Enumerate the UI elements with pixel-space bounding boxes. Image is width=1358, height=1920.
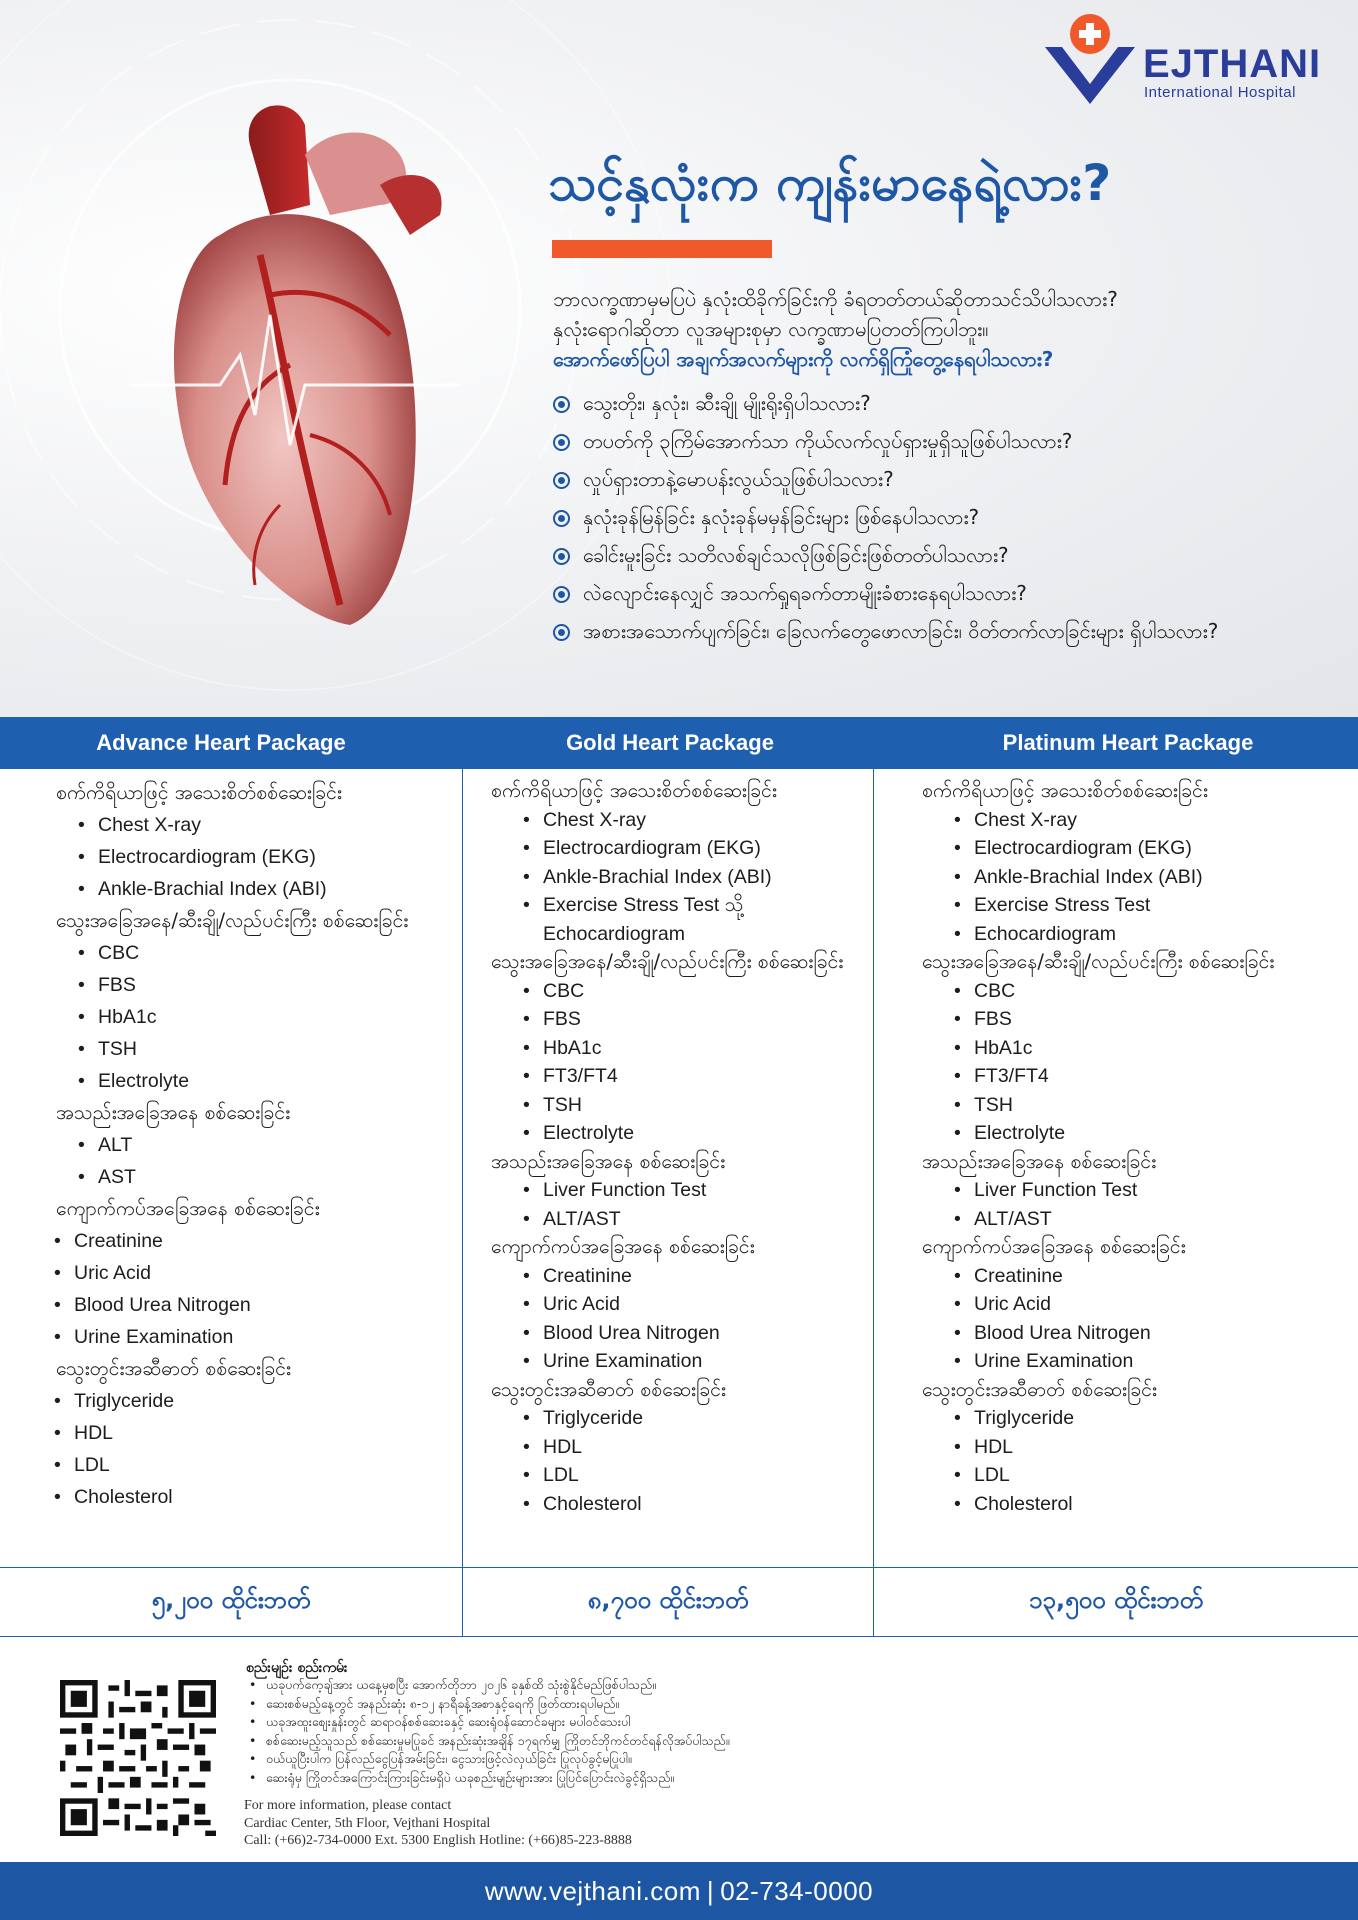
page-headline: သင့်နှလုံးက ကျန်းမာနေရဲ့လား? — [548, 154, 1112, 212]
test-list — [56, 1385, 462, 1513]
list-item: • စစ်ဆေးမည့်သူသည် စစ်ဆေးမှုမပြုခင် အနည်းဆုံးအချိန် ၁၇ရက်မျှ ကြိုတင်ဘိုကင်တင်ရန်လိုအပ်ပါသည်။ — [246, 1732, 1246, 1751]
test-list — [922, 977, 1358, 1148]
list-item: • ဆေးစစ်မည့်နေ့တွင် အနည်းဆုံး ၈-၁၂ နာရီခန့်အစာနှင့်ရေကို ဖြတ်ထားရပါမည်။ — [246, 1695, 1246, 1714]
list-item: • ယခုပက်ကေ့ချ်အား ယနေ့မှစပြီး အောက်တိုဘာ ၂၀၂၆ ခုနှစ်ထိ သုံးစွဲနိုင်မည်ဖြစ်ပါသည်။ — [246, 1676, 1246, 1695]
test-list — [56, 809, 462, 905]
test-list — [491, 1262, 873, 1376]
package-column-platinum — [874, 769, 1358, 1569]
price-platinum: ၁၃,၅၀၀ ထိုင်းဘတ် — [1028, 1586, 1204, 1614]
section-title: အသည်းအခြေအနေ စစ်ဆေးခြင်း — [491, 1149, 726, 1173]
logo-subtitle: International Hospital — [1144, 84, 1296, 101]
list-item: • Triglyceride — [50, 1385, 462, 1417]
section-title: သွေးတွင်းအဆီဓာတ် စစ်ဆေးခြင်း — [491, 1377, 726, 1401]
list-item: • FBS — [74, 969, 462, 1001]
hospital-logo — [1040, 12, 1340, 107]
headline-accent-bar — [552, 240, 772, 258]
list-item: • Cholesterol — [950, 1490, 1358, 1519]
test-list — [922, 1176, 1358, 1233]
checklist-item: လဲလျောင်းနေလျှင် အသက်ရှုရခက်တာမျိုးခံစားနေရပါသလား? — [553, 578, 1343, 608]
intro-text — [553, 284, 1343, 374]
contact-phone: Call: (+66)2-734-0000 Ext. 5300 English Hotline: (+66)85-223-8888 — [244, 1833, 632, 1848]
list-item: • HbA1c — [74, 1001, 462, 1033]
package-title-platinum: Platinum Heart Package — [1002, 730, 1254, 755]
section-title: အသည်းအခြေအနေ စစ်ဆေးခြင်း — [922, 1149, 1157, 1173]
list-item: • Creatinine — [50, 1225, 462, 1257]
list-item: • Chest X-ray — [519, 806, 873, 835]
list-item: • Ankle-Brachial Index (ABI) — [519, 863, 873, 892]
footer-separator: | — [706, 1875, 715, 1906]
section-title: သွေးအခြေအနေ/ဆီးချို/လည်ပင်းကြီး စစ်ဆေးခြင်း — [922, 950, 1275, 973]
test-list — [922, 1262, 1358, 1376]
checklist-question: အောက်ဖော်ပြပါ အချက်အလက်များကို လက်ရှိကြုံတွေ့နေရပါသလား? — [553, 347, 1054, 371]
qr-code[interactable] — [60, 1680, 216, 1836]
list-item: • Electrolyte — [74, 1065, 462, 1097]
list-item: • TSH — [519, 1091, 873, 1120]
list-item: • Creatinine — [519, 1262, 873, 1291]
contact-line: For more information, please contact — [244, 1798, 452, 1813]
package-header-bar — [0, 717, 1358, 769]
list-item: • Electrolyte — [950, 1119, 1358, 1148]
list-item: • Uric Acid — [950, 1290, 1358, 1319]
list-item: • HbA1c — [519, 1034, 873, 1063]
list-item: • Uric Acid — [519, 1290, 873, 1319]
list-item: • Liver Function Test — [950, 1176, 1358, 1205]
price-gold: ၈,၇၀၀ ထိုင်းဘတ် — [463, 1568, 874, 1636]
list-item: • Triglyceride — [950, 1404, 1358, 1433]
list-item: • CBC — [74, 937, 462, 969]
target-bullet-icon — [553, 472, 570, 489]
target-bullet-icon — [553, 624, 570, 641]
intro-line-1: ဘာလက္ခဏာမှမပြပဲ နှလုံးထိခိုက်ခြင်းကို ခံရတတ်တယ်ဆိုတာသင်သိပါသလား? — [553, 287, 1118, 311]
list-item: • Chest X-ray — [950, 806, 1358, 835]
intro-line-2: နှလုံးရောဂါဆိုတာ လူအများစုမှာ လက္ခဏာမပြတတ်ကြပါဘူး။ — [553, 317, 989, 341]
section-title: သွေးအခြေအနေ/ဆီးချို/လည်ပင်းကြီး စစ်ဆေးခြင်း — [491, 950, 844, 973]
list-item: • ALT/AST — [519, 1205, 873, 1234]
list-item: • Electrocardiogram (EKG) — [519, 834, 873, 863]
footer-bar — [0, 1862, 1358, 1920]
list-item: • FBS — [950, 1005, 1358, 1034]
list-item: • Blood Urea Nitrogen — [519, 1319, 873, 1348]
checklist-item: နှလုံးခုန်မြန်ခြင်း နှလုံးခုန်မမှန်ခြင်းများ ဖြစ်နေပါသလား? — [553, 502, 1343, 532]
terms-title: စည်းမျဉ်း စည်းကမ်း — [246, 1660, 348, 1676]
test-list — [56, 1129, 462, 1193]
list-item: • HbA1c — [950, 1034, 1358, 1063]
list-item: • Triglyceride — [519, 1404, 873, 1433]
heart-illustration — [130, 85, 460, 655]
list-item: • LDL — [950, 1461, 1358, 1490]
phone-link[interactable]: 02-734-0000 — [720, 1875, 874, 1906]
target-bullet-icon — [553, 586, 570, 603]
list-item: • Electrocardiogram (EKG) — [74, 841, 462, 873]
list-item: • Exercise Stress Test သို့ Echocardiogram — [519, 891, 769, 948]
list-item: • AST — [74, 1161, 462, 1193]
section-title: အသည်းအခြေအနေ စစ်ဆေးခြင်း — [56, 1101, 291, 1124]
list-item: • Urine Examination — [519, 1347, 873, 1376]
list-item: • HDL — [519, 1433, 873, 1462]
logo-wordmark: EJTHANI — [1143, 42, 1322, 86]
checklist-item: လှုပ်ရှားတာနဲ့မောပန်းလွယ်သူဖြစ်ပါသလား? — [553, 464, 1343, 494]
list-item: • Electrolyte — [519, 1119, 873, 1148]
test-list — [922, 806, 1358, 949]
list-item: • Blood Urea Nitrogen — [50, 1289, 462, 1321]
package-column-gold — [463, 769, 874, 1569]
test-list — [56, 1225, 462, 1353]
list-item: • Electrocardiogram (EKG) — [950, 834, 1358, 863]
section-title: စက်ကိရိယာဖြင့် အသေးစိတ်စစ်ဆေးခြင်း — [491, 779, 777, 802]
list-item: • FBS — [519, 1005, 873, 1034]
target-bullet-icon — [553, 548, 570, 565]
list-item: • Exercise Stress Test — [950, 891, 1358, 920]
list-item: • TSH — [74, 1033, 462, 1065]
hero-banner — [0, 0, 1358, 717]
test-list — [56, 937, 462, 1097]
checklist-item: အစားအသောက်ပျက်ခြင်း၊ ခြေလက်တွေဖောလာခြင်း၊ ဝိတ်တက်လာခြင်းများ ရှိပါသလား? — [553, 616, 1343, 646]
list-item: • Creatinine — [950, 1262, 1358, 1291]
section-title: သွေးတွင်းအဆီဓာတ် စစ်ဆေးခြင်း — [922, 1377, 1157, 1401]
test-list — [922, 1404, 1358, 1518]
list-item: • HDL — [950, 1433, 1358, 1462]
list-item: • CBC — [950, 977, 1358, 1006]
list-item: • Chest X-ray — [74, 809, 462, 841]
package-title-advance: Advance Heart Package — [96, 730, 346, 755]
checklist-item: ခေါင်းမူးခြင်း သတိလစ်ချင်သလိုဖြစ်ခြင်းဖြစ်တတ်ပါသလား? — [553, 540, 1343, 570]
list-item: • ALT — [74, 1129, 462, 1161]
test-list — [491, 1176, 873, 1233]
target-bullet-icon — [553, 510, 570, 527]
contact-info — [244, 1797, 632, 1850]
list-item: • Echocardiogram — [950, 920, 1358, 949]
website-link[interactable]: www.vejthani.com — [484, 1875, 701, 1906]
list-item: • ဆေးရုံမှ ကြိုတင်အကြောင်းကြားခြင်းမရှိပဲ ယခုစည်းမျဉ်းများအား ပြုပြင်ပြောင်းလဲခွင့်ရှိသည်။ — [246, 1769, 1246, 1788]
contact-address: Cardiac Center, 5th Floor, Vejthani Hospital — [244, 1815, 491, 1831]
list-item: • CBC — [519, 977, 873, 1006]
list-item: • LDL — [519, 1461, 873, 1490]
list-item: • ALT/AST — [950, 1205, 1358, 1234]
list-item: • Blood Urea Nitrogen — [950, 1319, 1358, 1348]
section-title: စက်ကိရိယာဖြင့် အသေးစိတ်စစ်ဆေးခြင်း — [922, 779, 1208, 802]
test-list — [491, 806, 873, 949]
test-list — [491, 1404, 873, 1518]
target-bullet-icon — [553, 434, 570, 451]
list-item: • Urine Examination — [50, 1321, 462, 1353]
section-title: သွေးအခြေအနေ/ဆီးချို/လည်ပင်းကြီး စစ်ဆေးခြင်း — [56, 909, 409, 932]
section-title: စက်ကိရိယာဖြင့် အသေးစိတ်စစ်ဆေးခြင်း — [56, 781, 342, 804]
list-item: • FT3/FT4 — [950, 1062, 1358, 1091]
symptom-checklist — [553, 388, 1343, 654]
section-title: ကျောက်ကပ်အခြေအနေ စစ်ဆေးခြင်း — [922, 1235, 1186, 1258]
list-item: • Uric Acid — [50, 1257, 462, 1289]
checklist-item: သွေးတိုး၊ နှလုံး၊ ဆီးချို မျိုးရိုးရှိပါသလား? — [553, 388, 1343, 418]
package-column-advance — [0, 769, 463, 1569]
list-item: • Ankle-Brachial Index (ABI) — [950, 863, 1358, 892]
package-title-gold: Gold Heart Package — [566, 730, 774, 755]
terms-list — [246, 1676, 1246, 1787]
list-item: • LDL — [50, 1449, 462, 1481]
target-bullet-icon — [553, 396, 570, 413]
list-item: • FT3/FT4 — [519, 1062, 873, 1091]
section-title: ကျောက်ကပ်အခြေအနေ စစ်ဆေးခြင်း — [491, 1235, 755, 1258]
list-item: • Cholesterol — [519, 1490, 873, 1519]
v-logo-icon — [1040, 12, 1150, 107]
list-item: • Urine Examination — [950, 1347, 1358, 1376]
checklist-item: တပတ်ကို ၃ကြိမ်အောက်သာ ကိုယ်လက်လှုပ်ရှားမှုရှိသူဖြစ်ပါသလား? — [553, 426, 1343, 456]
list-item: • Ankle-Brachial Index (ABI) — [74, 873, 462, 905]
list-item: • Liver Function Test — [519, 1176, 873, 1205]
price-row — [0, 1567, 1358, 1637]
list-item: • TSH — [950, 1091, 1358, 1120]
section-title: သွေးတွင်းအဆီဓာတ် စစ်ဆေးခြင်း — [56, 1357, 291, 1380]
list-item: • ယခုအထူးစျေးနှုန်းတွင် ဆရာဝန်စစ်ဆေးခနှင့် ဆေးရုံဝန်ဆောင်ခများ မပါဝင်သေးပါ — [246, 1713, 1246, 1732]
test-list — [491, 977, 873, 1148]
price-advance: ၅,၂၀၀ ထိုင်းဘတ် — [0, 1568, 463, 1636]
list-item: • HDL — [50, 1417, 462, 1449]
list-item: • Cholesterol — [50, 1481, 462, 1513]
list-item: • ဝယ်ယူပြီးပါက ပြန်လည်ငွေပြန်အမ်းခြင်း၊ ငွေသားဖြင့်လဲလှယ်ခြင်း ပြုလုပ်ခွင့်မပြုပါ။ — [246, 1750, 1246, 1769]
section-title: ကျောက်ကပ်အခြေအနေ စစ်ဆေးခြင်း — [56, 1197, 320, 1220]
